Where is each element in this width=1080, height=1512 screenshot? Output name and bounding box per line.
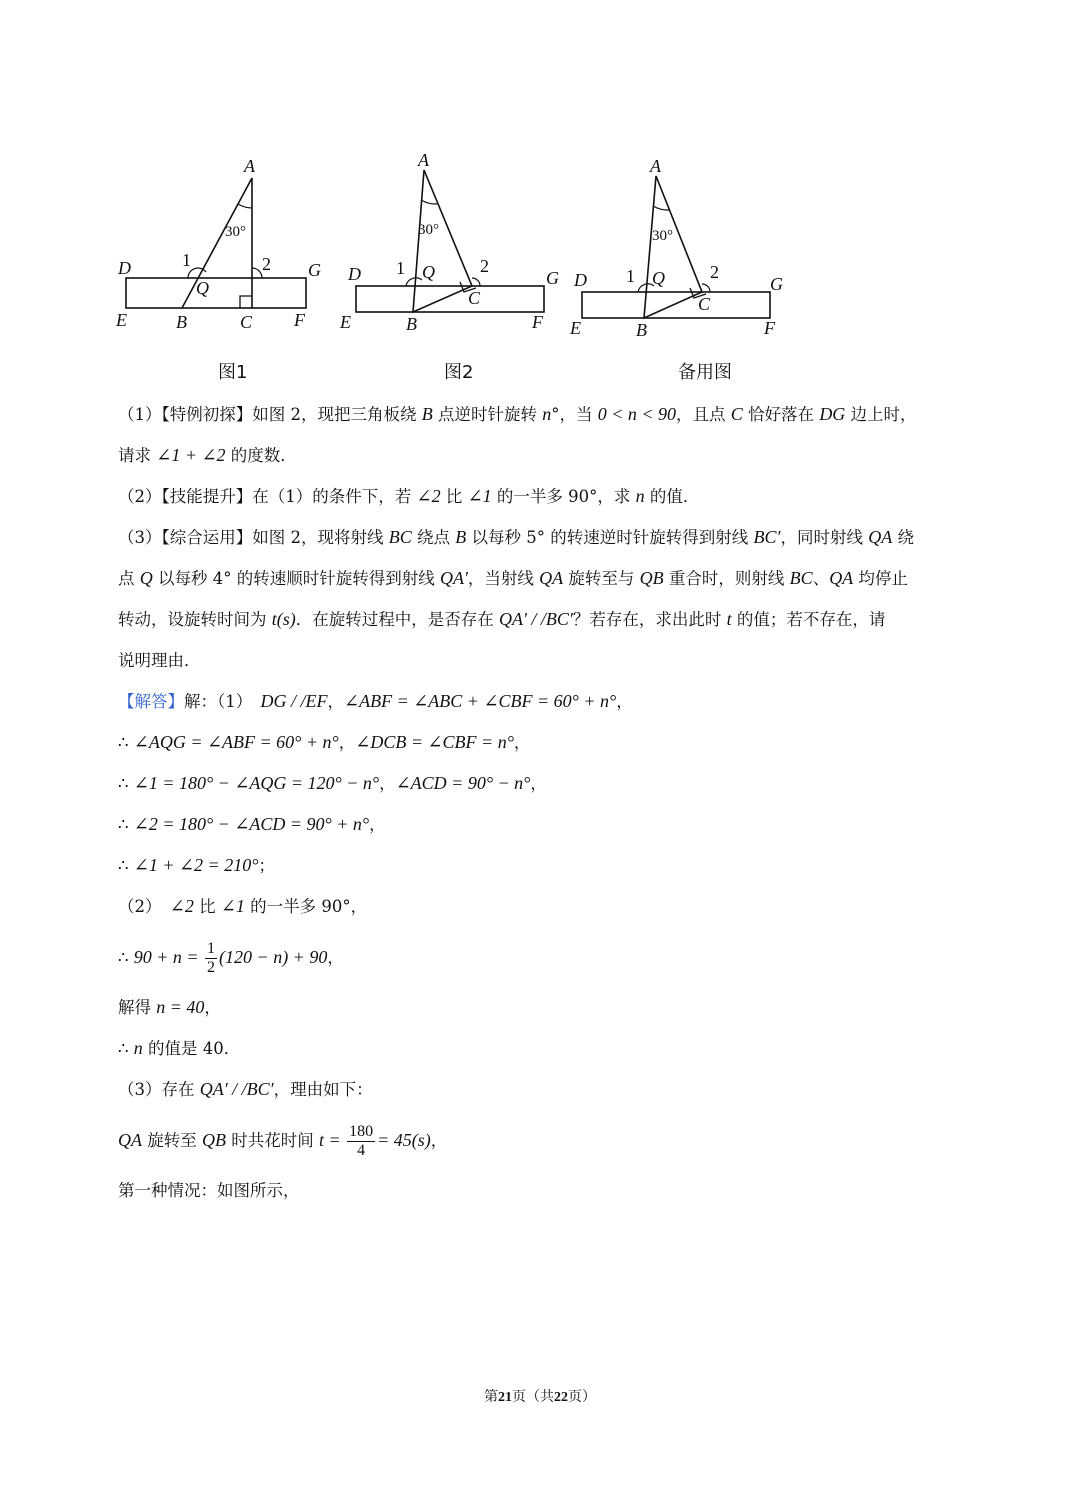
fig1-label-G: G xyxy=(308,260,321,280)
text-line xyxy=(118,681,978,722)
fig1-label-angle: 30° xyxy=(225,224,246,240)
fig2-label-E: E xyxy=(340,312,351,332)
fig3-label-F: F xyxy=(764,318,775,338)
text-segment: ， xyxy=(338,733,356,752)
footer-prefix: 第 xyxy=(484,1389,498,1405)
math-expression: n xyxy=(635,486,645,506)
figure-3-diagram xyxy=(570,148,790,348)
text-segment: 的值是 40． xyxy=(142,1039,241,1058)
fig3-label-A: A xyxy=(650,156,661,176)
fig1-label-1: 1 xyxy=(182,250,191,270)
math-expression: B xyxy=(421,404,433,424)
math-expression: QA′ / /BC′ xyxy=(499,609,573,629)
math-expression: ∠1 = 180° − ∠AQG = 120° − n° xyxy=(133,773,380,793)
text-segment: 以每秒 5° 的转速逆时针旋转得到射线 xyxy=(466,528,754,547)
math-expression: ∠AQG = ∠ABF = 60° + n° xyxy=(133,732,339,752)
math-expression: QA′ / /BC′ xyxy=(199,1079,274,1099)
fig3-label-D: D xyxy=(574,270,587,290)
math-expression: ∠ACD = 90° − n° xyxy=(395,773,531,793)
text-segment: 的一半多 90°，求 xyxy=(491,487,636,506)
fig1-label-2: 2 xyxy=(262,254,271,274)
text-segment: 绕点 xyxy=(411,528,456,547)
fraction xyxy=(205,940,217,977)
footer-mid: 页（共 xyxy=(512,1389,554,1405)
math-expression: 90 + n = xyxy=(133,947,204,967)
math-expression: QA xyxy=(539,568,564,588)
fig1-label-D: D xyxy=(118,258,131,278)
math-expression: QA′ xyxy=(439,568,468,588)
math-expression: QA xyxy=(118,1130,142,1150)
text-line xyxy=(118,435,978,476)
footer-suffix: 页） xyxy=(568,1389,596,1405)
fig1-label-C: C xyxy=(240,312,253,332)
figure-2-diagram xyxy=(340,148,560,348)
fig3-label-angle: 30° xyxy=(652,228,673,244)
text-segment: 均停止 xyxy=(853,569,908,588)
text-segment: ， xyxy=(530,774,547,793)
math-expression: QA xyxy=(868,527,893,547)
text-line xyxy=(118,517,978,558)
text-segment: ，理由如下： xyxy=(273,1080,373,1099)
text-segment: 转动，设旋转时间为 xyxy=(118,610,272,629)
math-expression: = 45(s) xyxy=(377,1130,431,1150)
fig3-label-C: C xyxy=(698,294,711,314)
text-segment: ， xyxy=(513,733,531,752)
fraction-numerator: 1 xyxy=(207,940,216,957)
text-segment: ， xyxy=(327,948,344,967)
math-expression: t = xyxy=(319,1130,346,1150)
fig1-label-Q: Q xyxy=(196,278,209,298)
text-line xyxy=(118,1069,978,1110)
text-segment: ．在旋转过程中，是否存在 xyxy=(295,610,499,629)
math-expression: ∠1 xyxy=(467,486,492,506)
text-segment: 的值；若不存在，请 xyxy=(731,610,886,629)
math-expression: BC xyxy=(789,568,813,588)
text-segment: 说明理由． xyxy=(118,651,201,670)
text-segment: 第一种情况：如图所示， xyxy=(118,1181,300,1200)
fig3-label-Q: Q xyxy=(652,268,665,288)
figure-2 xyxy=(340,148,560,383)
text-segment: ∴ xyxy=(118,774,134,793)
fraction-numerator: 180 xyxy=(349,1123,374,1140)
text-line xyxy=(118,640,978,681)
math-expression: QB xyxy=(202,1130,226,1150)
text-line xyxy=(118,1170,978,1211)
fig3-label-B: B xyxy=(636,320,647,340)
math-expression: ∠2 xyxy=(169,896,194,916)
math-expression: 0 < n < 90 xyxy=(597,404,677,424)
math-expression: ∠2 = 180° − ∠ACD = 90° + n° xyxy=(133,814,370,834)
text-line xyxy=(118,599,978,640)
text-segment: 边上时， xyxy=(845,405,917,424)
text-line xyxy=(118,804,978,845)
text-segment: 的一半多 90°， xyxy=(244,897,368,916)
text-segment: （2）【技能提升】在（1）的条件下，若 xyxy=(118,487,417,506)
math-expression: DG / /EF xyxy=(260,691,328,711)
fig3-label-1: 1 xyxy=(626,266,635,286)
math-expression: BC xyxy=(388,527,412,547)
footer-total-pages: 22 xyxy=(554,1390,568,1405)
answer-heading: 【解答】 xyxy=(118,692,184,711)
math-expression: ∠ABF = ∠ABC + ∠CBF = 60° + n° xyxy=(344,691,617,711)
math-expression: Q xyxy=(139,568,153,588)
math-expression: QA xyxy=(829,568,854,588)
text-segment: 请求 xyxy=(118,446,157,465)
math-expression: BC′ xyxy=(753,527,781,547)
text-line xyxy=(118,763,978,804)
math-expression: C xyxy=(730,404,743,424)
text-segment: 点 xyxy=(118,569,140,588)
fig3-label-E: E xyxy=(570,318,581,338)
text-segment: 重合时，则射线 xyxy=(663,569,790,588)
fraction xyxy=(347,1123,375,1160)
text-segment: 、 xyxy=(812,569,830,588)
figure-1 xyxy=(110,148,330,383)
math-expression: QB xyxy=(639,568,664,588)
text-segment: 的度数． xyxy=(225,446,297,465)
text-segment: 的值． xyxy=(644,487,700,506)
text-segment: ， xyxy=(327,692,344,711)
math-expression: ∠1 xyxy=(220,896,245,916)
text-segment: 解：（1） xyxy=(184,692,261,711)
text-segment: 比 xyxy=(440,487,468,506)
math-expression: n xyxy=(542,404,552,424)
text-line xyxy=(118,927,978,987)
fig2-label-angle: 30° xyxy=(418,222,439,238)
text-segment: ，且点 xyxy=(676,405,731,424)
text-segment: 以每秒 4° 的转速顺时针旋转得到射线 xyxy=(152,569,440,588)
text-segment: ∴ xyxy=(118,1039,134,1058)
text-segment: 绕 xyxy=(892,528,914,547)
text-segment: 点逆时针旋转 xyxy=(432,405,543,424)
text-segment: 比 xyxy=(193,897,221,916)
problem-and-solution-text xyxy=(118,394,978,1211)
text-segment: 时共花时间 xyxy=(226,1131,319,1150)
page-footer xyxy=(0,1386,1080,1406)
math-expression: (120 − n) + 90 xyxy=(219,947,328,967)
text-segment: ，同时射线 xyxy=(780,528,869,547)
text-segment: ； xyxy=(258,856,275,875)
fig2-label-A: A xyxy=(418,150,429,170)
math-expression: DG xyxy=(819,404,846,424)
text-segment: 恰好落在 xyxy=(742,405,820,424)
text-segment: ， xyxy=(379,774,396,793)
text-line xyxy=(118,845,978,886)
figure-row xyxy=(110,148,810,388)
fig2-label-G: G xyxy=(546,268,559,288)
text-segment: 旋转至 xyxy=(142,1131,202,1150)
fraction-denominator: 4 xyxy=(357,1142,366,1159)
text-segment: （3）存在 xyxy=(118,1080,200,1099)
math-expression: t(s) xyxy=(271,609,296,629)
figure-1-diagram xyxy=(110,148,330,348)
math-expression: n = 40 xyxy=(156,997,205,1017)
math-expression: ∠DCB = ∠CBF = n° xyxy=(355,732,514,752)
fig3-label-2: 2 xyxy=(710,262,719,282)
text-line xyxy=(118,476,978,517)
text-segment: °，当 xyxy=(551,405,598,424)
fraction-denominator: 2 xyxy=(207,959,216,976)
text-line xyxy=(118,1028,978,1069)
text-line xyxy=(118,722,978,763)
fig2-label-2: 2 xyxy=(480,256,489,276)
text-segment: ， xyxy=(430,1131,448,1150)
math-expression: ∠2 xyxy=(416,486,441,506)
text-line xyxy=(118,558,978,599)
fig1-label-E: E xyxy=(116,310,127,330)
text-line xyxy=(118,1110,978,1170)
fig1-label-A: A xyxy=(244,156,255,176)
text-segment: ∴ xyxy=(118,815,134,834)
text-line xyxy=(118,987,978,1028)
text-line xyxy=(118,394,978,435)
figure-1-caption: 图1 xyxy=(218,362,248,383)
math-expression: B xyxy=(455,527,467,547)
figure-3 xyxy=(570,148,790,383)
fig2-label-1: 1 xyxy=(396,258,405,278)
text-segment: ， xyxy=(369,815,386,834)
text-segment: ？若存在，求出此时 xyxy=(572,610,727,629)
fig2-label-F: F xyxy=(532,312,543,332)
text-segment: ， xyxy=(204,998,221,1017)
fig2-label-B: B xyxy=(406,314,417,334)
text-segment: ， xyxy=(616,692,633,711)
text-segment: （2） xyxy=(118,897,170,916)
figure-2-caption: 图2 xyxy=(444,362,474,383)
math-expression: n xyxy=(133,1038,143,1058)
figure-3-caption: 备用图 xyxy=(678,362,732,383)
math-expression: ∠1 + ∠2 xyxy=(156,445,226,465)
fig1-label-B: B xyxy=(176,312,187,332)
text-segment: 解得 xyxy=(118,998,157,1017)
fig1-label-F: F xyxy=(294,310,305,330)
math-expression: t xyxy=(726,609,732,629)
text-segment: （1）【特例初探】如图 2，现把三角板绕 xyxy=(118,405,422,424)
text-line xyxy=(118,886,978,927)
text-segment: （3）【综合运用】如图 2，现将射线 xyxy=(118,528,389,547)
text-segment: ∴ xyxy=(118,733,134,752)
text-segment: 旋转至与 xyxy=(563,569,640,588)
math-expression: ∠1 + ∠2 = 210° xyxy=(133,855,259,875)
fig2-label-Q: Q xyxy=(422,262,435,282)
fig3-label-G: G xyxy=(770,274,783,294)
fig2-label-C: C xyxy=(468,288,481,308)
footer-page-number: 21 xyxy=(498,1390,512,1405)
text-segment: ∴ xyxy=(118,856,134,875)
text-segment: ，当射线 xyxy=(467,569,540,588)
text-segment: ∴ xyxy=(118,948,134,967)
fig2-label-D: D xyxy=(348,264,361,284)
